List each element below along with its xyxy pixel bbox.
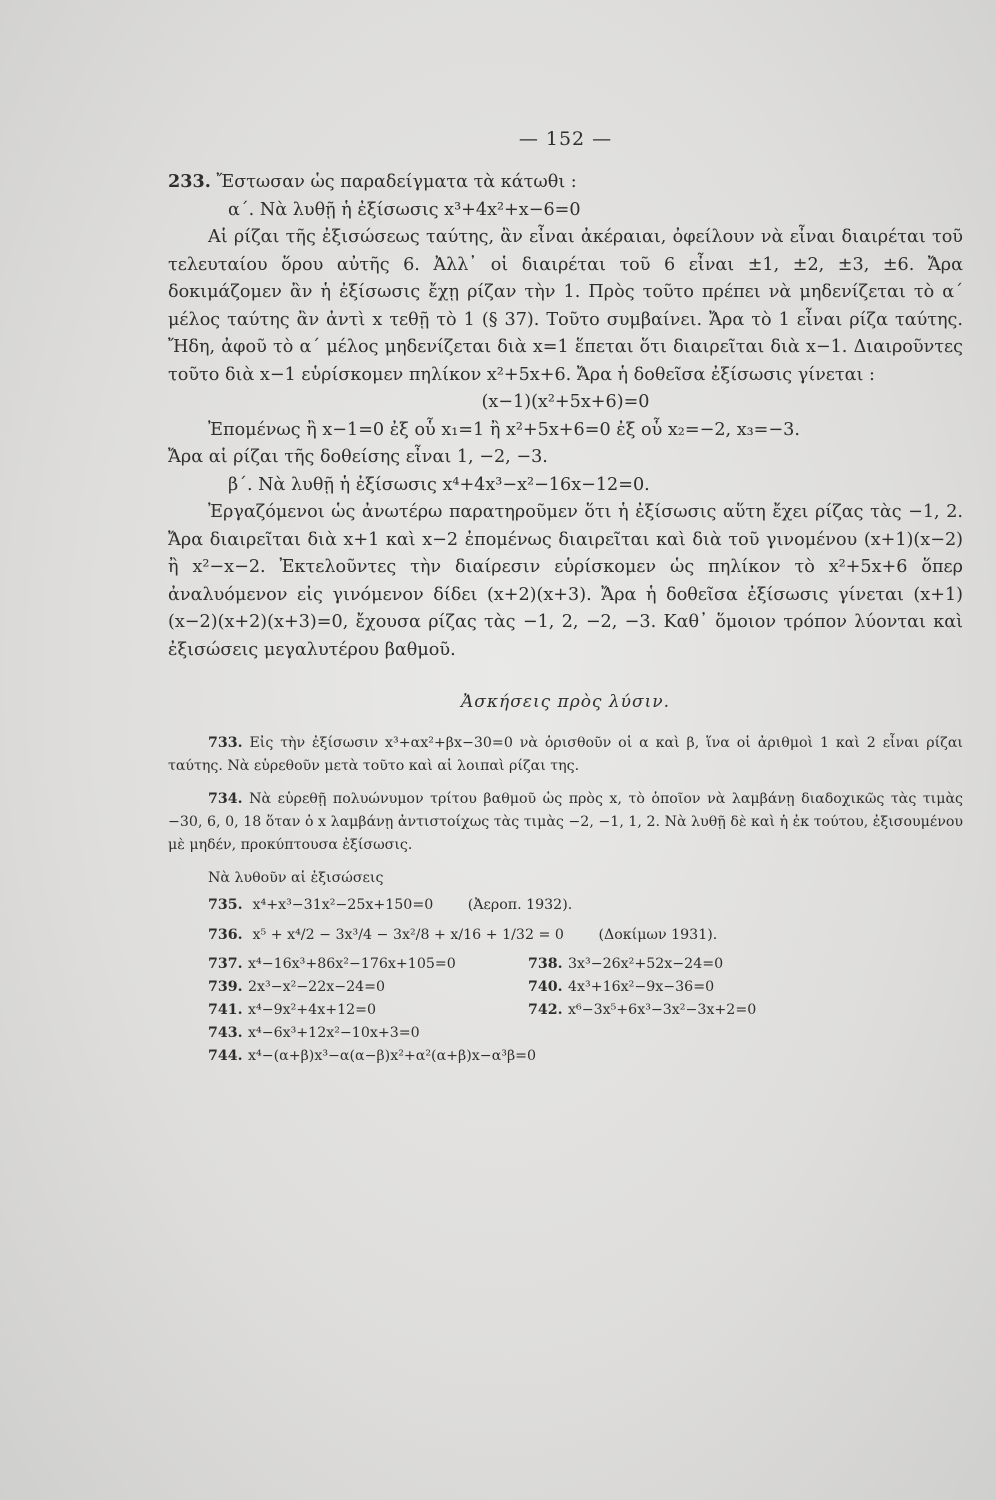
equation-number: 737.: [208, 956, 243, 972]
section-intro: Ἔστωσαν ὡς παραδείγματα τὰ κάτωθι :: [216, 172, 577, 192]
equation-text: x⁴−9x²+4x+12=0: [248, 1002, 377, 1018]
equation-740: [528, 976, 963, 999]
example-a-roots: Ἐπομένως ἢ x−1=0 ἐξ οὗ x₁=1 ἢ x²+5x+6=0 ἐξ οὗ x₂=−2, x₃=−3.: [208, 419, 800, 440]
equation-text: x⁶−3x⁵+6x³−3x²−3x+2=0: [568, 1002, 757, 1018]
equation-note: (Ἀεροπ. 1932).: [467, 897, 573, 913]
factored-equation: (x−1)(x²+5x+6)=0: [481, 392, 650, 412]
equation-row: [168, 999, 963, 1022]
equation-number: 743.: [208, 1025, 243, 1041]
equation-738: [528, 953, 963, 976]
equation-row: [168, 894, 963, 917]
equation-number: 741.: [208, 1002, 243, 1018]
section-233: [168, 168, 963, 664]
equation-text: x⁵ + x⁴/2 − 3x³/4 − 3x²/8 + x/16 + 1/32 = 0: [252, 926, 564, 943]
equation-row: [168, 953, 963, 976]
equation-text: x⁴−6x³+12x²−10x+3=0: [248, 1025, 420, 1041]
exercise-text: Νὰ εὑρεθῇ πολυώνυμον τρίτου βαθμοῦ ὡς πρὸς x, τὸ ὁποῖον νὰ λαμβάνῃ διαδοχικῶς τὰς τιμὰς −30, 6, 0, 18 ὅταν ὁ x λαμβάνῃ ἀντιστοίχως τὰς τιμὰς −2, −1, 1, 2. Νὰ λυθῇ δὲ καὶ ἡ ἐκ τούτου, ἐξισουμένου μὲ μηδέν, προκύπτουσα ἐξίσωσις.: [168, 791, 963, 853]
example-a-conclusion: Ἄρα αἱ ρίζαι τῆς δοθείσης εἶναι 1, −2, −3.: [168, 447, 548, 467]
equation-736: [208, 924, 717, 947]
equation-number: 739.: [208, 979, 243, 995]
equation-note: (Δοκίμων 1931).: [598, 926, 718, 943]
exercise-list: [168, 732, 963, 890]
page-number: — 152 —: [518, 128, 613, 150]
exercise-733: [168, 732, 963, 778]
example-b-paragraph: Ἐργαζόμενοι ὡς ἀνωτέρω παρατηροῦμεν ὅτι ἡ ἐξίσωσις αὕτη ἔχει ρίζας τὰς −1, 2. Ἄρα διαιρεῖται διὰ x+1 καὶ x−2 ἐπομένως διαιρεῖται καὶ διὰ τοῦ γινομένου (x+1)(x−2) ἢ x²−x−2. Ἐκτελοῦντες τὴν διαίρεσιν εὑρίσκομεν ὡς πηλίκον τὸ x²+5x+6 ὅπερ ἀναλυόμενον εἰς γινόμενον δίδει (x+2)(x+3). Ἄρα ἡ δοθεῖσα ἐξίσωσις γίνεται (x+1)(x−2)(x+2)(x+3)=0, ἔχουσα ρίζας τὰς −1, 2, −2, −3. Καθ᾽ ὅμοιον τρόπον λύονται καὶ ἐξισώσεις μεγαλυτέρου βαθμοῦ.: [168, 502, 963, 660]
exercise-734: [168, 788, 963, 857]
equation-text: x⁴−(α+β)x³−α(α−β)x²+α²(α+β)x−α³β=0: [248, 1048, 537, 1064]
page-content: [168, 128, 963, 1068]
equation-row: [168, 1022, 963, 1045]
equation-737: [208, 953, 528, 976]
equation-741: [208, 999, 528, 1022]
exercise-number: 733.: [208, 735, 243, 751]
equation-number: 740.: [528, 979, 563, 995]
equation-text: 3x³−26x²+52x−24=0: [568, 956, 724, 972]
solve-instruction: Νὰ λυθοῦν αἱ ἐξισώσεις: [208, 870, 384, 886]
equation-text: x⁴+x³−31x²−25x+150=0: [252, 897, 434, 913]
equation-number: 742.: [528, 1002, 563, 1018]
equation-row: [168, 976, 963, 999]
equation-text: 2x³−x²−22x−24=0: [248, 979, 386, 995]
exercise-text: Εἰς τὴν ἐξίσωσιν x³+αx²+βx−30=0 νὰ ὁρισθοῦν οἱ α καὶ β, ἵνα οἱ ἀριθμοὶ 1 καὶ 2 εἶναι ρίζαι ταύτης. Νὰ εὑρεθοῦν μετὰ τοῦτο καὶ αἱ λοιπαὶ ρίζαι της.: [168, 735, 963, 774]
exercises-heading: Ἀσκήσεις πρὸς λύσιν.: [461, 692, 670, 712]
equation-row: [168, 917, 963, 953]
equation-text: x⁴−16x³+86x²−176x+105=0: [248, 956, 456, 972]
equation-text: 4x³+16x²−9x−36=0: [568, 979, 715, 995]
equation-742: [528, 999, 963, 1022]
section-number: 233.: [168, 171, 211, 192]
equation-744: [208, 1045, 536, 1068]
equation-number: 736.: [208, 926, 243, 943]
equation-number: 738.: [528, 956, 563, 972]
equation-735: [208, 894, 572, 917]
equation-739: [208, 976, 528, 999]
equation-number: 735.: [208, 897, 243, 913]
equation-number: 744.: [208, 1048, 243, 1064]
example-a-paragraph: Αἱ ρίζαι τῆς ἐξισώσεως ταύτης, ἂν εἶναι ἀκέραιαι, ὀφείλουν νὰ εἶναι διαιρέται τοῦ τελευταίου ὅρου αὐτῆς 6. Ἀλλ᾽ οἱ διαιρέται τοῦ 6 εἶναι ±1, ±2, ±3, ±6. Ἄρα δοκιμάζομεν ἂν ἡ ἐξίσωσις ἔχῃ ρίζαν τὴν 1. Πρὸς τοῦτο πρέπει νὰ μηδενίζεται τὸ α΄ μέλος ταύτης ἂν ἀντὶ x τεθῇ τὸ 1 (§ 37). Τοῦτο συμβαίνει. Ἄρα τὸ 1 εἶναι ρίζα ταύτης. Ἤδη, ἀφοῦ τὸ α΄ μέλος μηδενίζεται διὰ x=1 ἕπεται ὅτι διαιρεῖται διὰ x−1. Διαιροῦντες τοῦτο διὰ x−1 εὑρίσκομεν πηλίκον x²+5x+6. Ἄρα ἡ δοθεῖσα ἐξίσωσις γίνεται :: [168, 227, 963, 385]
equation-743: [208, 1022, 420, 1045]
equation-list: [168, 894, 963, 1068]
equation-row: [168, 1045, 963, 1068]
example-b-title: β΄. Νὰ λυθῇ ἡ ἐξίσωσις x⁴+4x³−x²−16x−12=0.: [228, 474, 650, 495]
example-a-title: α΄. Νὰ λυθῇ ἡ ἐξίσωσις x³+4x²+x−6=0: [228, 199, 581, 220]
exercise-number: 734.: [208, 791, 243, 807]
